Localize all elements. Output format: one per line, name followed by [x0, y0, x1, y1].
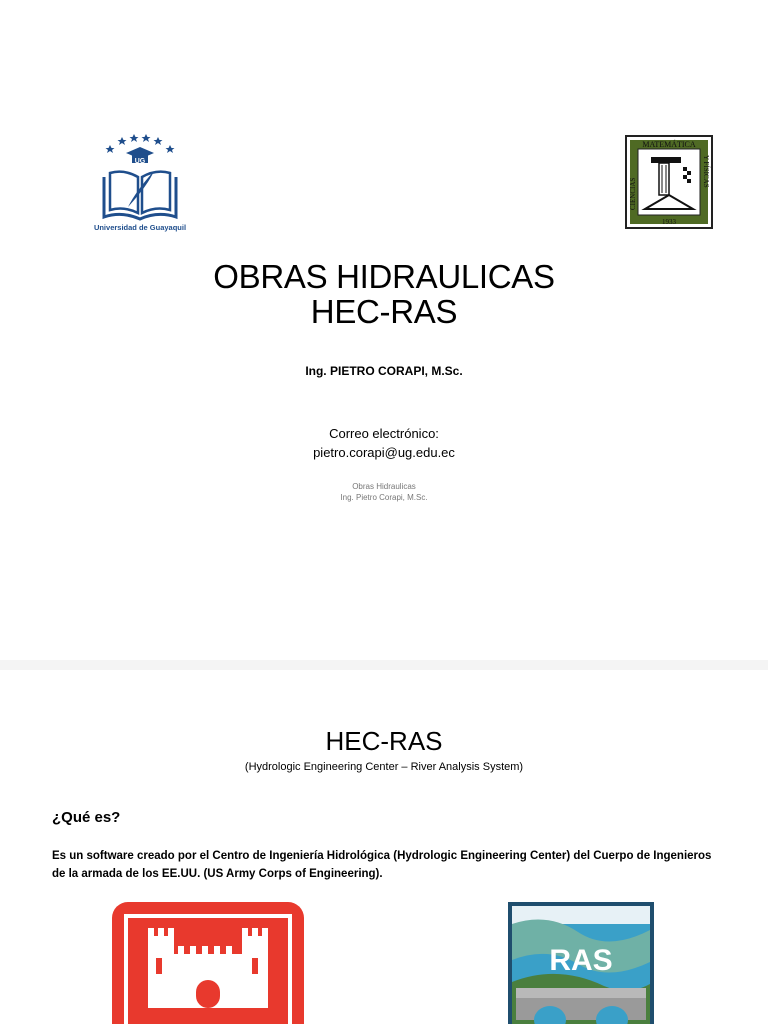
slide-subtitle: (Hydrologic Engineering Center – River Analysis System) — [244, 761, 524, 773]
slide-title: HEC-RAS — [325, 726, 443, 756]
hec-ras-logo-icon — [508, 902, 654, 1024]
us-army-corps-castle-icon — [112, 902, 304, 1024]
email-address: pietro.corapi@ug.edu.ec — [313, 445, 455, 460]
hec-ras-intro-slide — [0, 676, 768, 1024]
svg-text:CIENCIAS: CIENCIAS — [629, 177, 637, 210]
svg-text:MATEMÁTICA: MATEMÁTICA — [642, 140, 696, 149]
svg-text:UG: UG — [134, 158, 146, 165]
footer-course: Obras Hidraulicas — [352, 482, 416, 491]
university-name-caption: Universidad de Guayaquil — [93, 223, 187, 232]
author-name: Ing. PIETRO CORAPI, M.Sc. — [305, 364, 463, 378]
svg-text:RAS: RAS — [549, 944, 613, 977]
university-of-guayaquil-logo-icon — [92, 133, 188, 237]
description-paragraph: Es un software creado por el Centro de Ingeniería Hidrológica (Hydrologic Engineering Center) del Cuerpo de Ingenieros de la armada de los EE.UU. (US Army Corps of Engineering). — [52, 850, 712, 880]
section-heading: ¿Qué es? — [52, 809, 121, 826]
svg-text:1933: 1933 — [662, 218, 676, 226]
presentation-title-line2: HEC-RAS — [310, 293, 458, 330]
svg-text:Y FÍSICAS: Y FÍSICAS — [702, 155, 710, 188]
footer-author: Ing. Pietro Corapi, M.Sc. — [340, 493, 428, 502]
presentation-title-line1: OBRAS HIDRAULICAS — [213, 258, 555, 295]
slide-divider — [0, 660, 768, 670]
faculty-seal-icon — [625, 135, 713, 229]
email-label: Correo electrónico: — [329, 426, 439, 441]
